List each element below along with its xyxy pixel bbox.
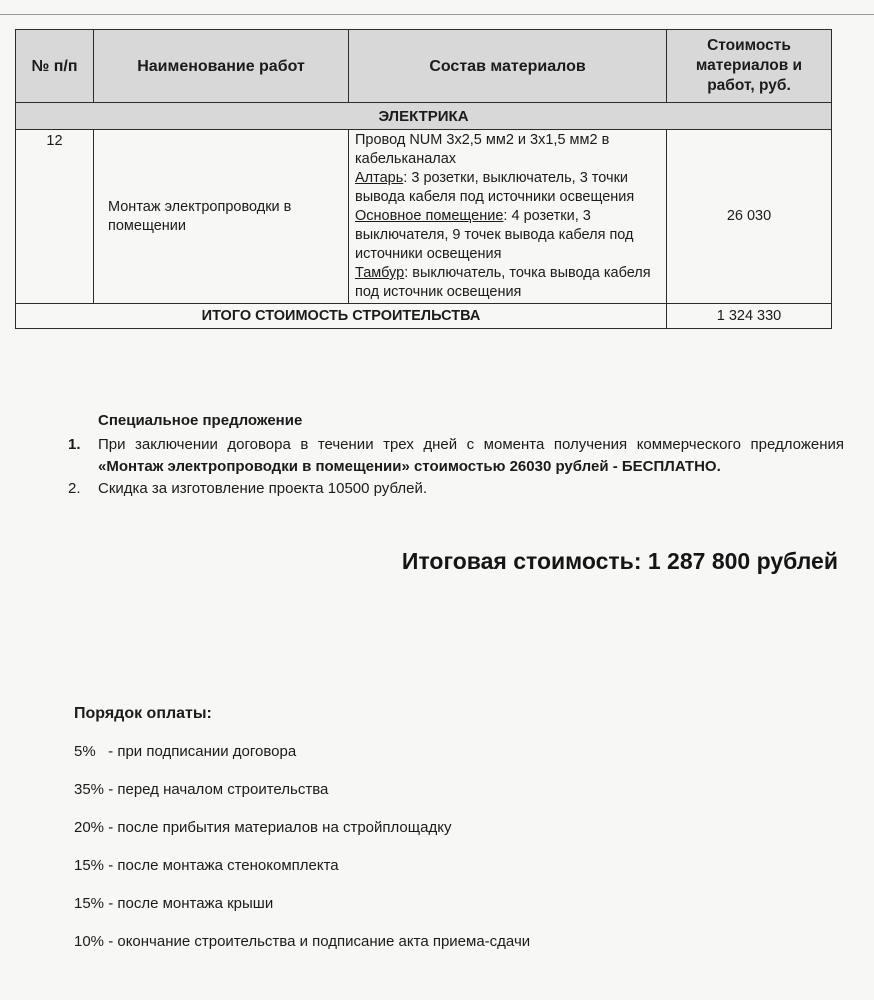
material-location-label: Алтарь [355,170,404,186]
offer-item-text: Скидка за изготовление проекта 10500 рублей. [98,480,428,497]
material-line: Алтарь: 3 розетки, выключатель, 3 точки вывода кабеля под источники освещения [355,170,635,205]
payment-item: 5% - при подписании договора [74,743,297,760]
payment-schedule [74,705,530,969]
material-location-label: Тамбур [355,265,405,281]
offer-item-text: При заключении договора в течении трех дней с момента получения коммерческого предложения [98,436,844,453]
grand-total: Итоговая стоимость: 1 287 800 рублей [401,548,838,574]
material-location-label: Основное помещение [355,208,504,224]
works-table [15,29,832,329]
special-offer [64,410,844,500]
total-label: ИТОГО СТОИМОСТЬ СТРОИТЕЛЬСТВА [16,304,667,329]
offer-item [64,434,844,478]
table-header-row [16,30,832,103]
offer-item-number: 2. [68,480,81,497]
material-line: Основное помещение: 4 розетки, 3 выключателя, 9 точек вывода кабеля под источники освещения [355,208,634,262]
header-cost-line: Стоимость [707,37,791,54]
header-materials: Состав материалов [349,30,667,103]
section-title: ЭЛЕКТРИКА [16,103,832,130]
header-cost-line: материалов и [695,57,803,74]
row-cost: 26 030 [667,130,832,304]
table-row [16,130,832,304]
offer-item [64,478,844,500]
row-materials [349,130,667,304]
payment-item: 10% - окончание строительства и подписание акта приема-сдачи [74,933,531,950]
material-line: Тамбур: выключатель, точка вывода кабеля под источник освещения [355,265,651,300]
header-name: Наименование работ [94,30,349,103]
offer-item-number: 1. [68,436,81,453]
top-divider [0,14,874,15]
total-row [16,304,832,329]
material-line: Провод NUM 3х2,5 мм2 и 3х1,5 мм2 в кабельканалах [355,132,610,167]
payment-item: 35% - перед началом строительства [74,781,329,798]
header-cost-line: работ, руб. [707,77,791,94]
payment-item: 15% - после монтажа крыши [74,895,274,912]
row-work-name: Монтаж электропроводки в помещении [94,130,349,304]
special-offer-title: Специальное предложение [98,412,303,429]
total-value: 1 324 330 [667,304,832,329]
row-number: 12 [16,130,94,304]
payment-item: 15% - после монтажа стенокомплекта [74,857,339,874]
section-row [16,103,832,130]
header-num: № п/п [16,30,94,103]
offer-item-bold-text: «Монтаж электропроводки в помещении» стоимостью 26030 рублей - БЕСПЛАТНО. [98,458,721,475]
payment-title: Порядок оплаты: [74,705,212,722]
payment-item: 20% - после прибытия материалов на стройплощадку [74,819,452,836]
header-cost [667,30,832,103]
